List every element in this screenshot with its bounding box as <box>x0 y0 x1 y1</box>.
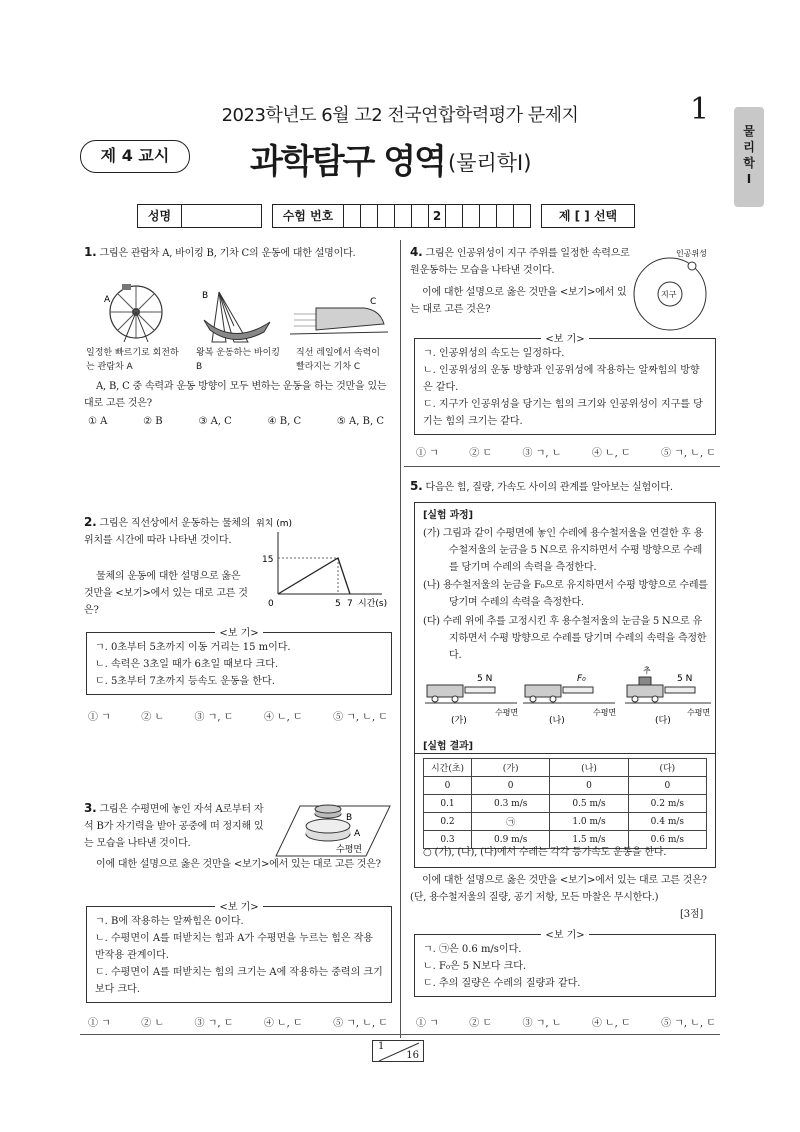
label-satellite: 인공위성 <box>676 249 707 258</box>
choice-5[interactable]: ⑤ ㄱ, ㄴ, ㄷ <box>333 712 388 723</box>
question-number: 5. <box>410 479 423 493</box>
exam-number-label: 수험 번호 <box>272 204 344 228</box>
cart-with-weight-icon <box>625 677 711 703</box>
bogi-item: ㄴ. F₀은 5 N보다 크다. <box>423 961 527 972</box>
table-cell: 0 <box>550 777 628 795</box>
bogi-box <box>414 930 716 997</box>
period-label: 제 4 교시 <box>80 140 190 173</box>
bogi-item: ㄴ. 인공위성의 운동 방향과 인공위성에 작용하는 알짜힘의 방향은 같다. <box>423 365 700 393</box>
table-cell: 0.6 m/s <box>628 831 706 849</box>
choice-3[interactable]: ③ ㄱ, ㄴ <box>522 448 562 459</box>
points-label: [3점] <box>680 909 704 920</box>
exam-number-box[interactable] <box>395 204 412 228</box>
table-cell: 0.5 m/s <box>550 795 628 813</box>
table-header: (다) <box>628 759 706 777</box>
label-c: C <box>370 297 377 307</box>
exam-header-title: 2023학년도 6월 고2 전국연합학력평가 문제지 <box>221 105 579 126</box>
choice-1[interactable]: ① ㄱ <box>416 1018 439 1029</box>
exam-number-box[interactable] <box>412 204 429 228</box>
choice-4[interactable]: ④ ㄴ, ㄷ <box>591 448 631 459</box>
answer-choices <box>416 444 716 459</box>
table-row <box>424 777 707 795</box>
exam-number-box[interactable] <box>497 204 514 228</box>
question-prompt: 이에 대한 설명으로 옳은 것만을 <보기>에서 있는 대로 고른 것은? <box>410 287 627 315</box>
question-number: 2. <box>84 515 97 529</box>
weight-label: 추 <box>643 666 651 675</box>
table-cell: 0.4 m/s <box>628 813 706 831</box>
question-prompt: 물체의 운동에 대한 설명으로 옳은 것만을 <보기>에서 있는 대로 고른 것은? <box>84 571 248 616</box>
question-5 <box>410 478 718 496</box>
choice-1[interactable]: ① A <box>88 416 108 427</box>
bogi-item: ㄴ. 수평면이 A를 떠받치는 힘과 A가 수평면을 누르는 힘은 작용 반작용 관계이다. <box>95 933 374 961</box>
caption-b: 왕복 운동하는 바이킹 B <box>196 348 280 372</box>
section-divider <box>404 466 720 467</box>
y-tick: 15 <box>262 555 274 565</box>
surface-label: 수평면 <box>593 708 617 717</box>
column-divider <box>400 240 401 1038</box>
choice-1[interactable]: ① ㄱ <box>416 448 439 459</box>
exam-number-box[interactable] <box>514 204 531 228</box>
name-label: 성명 <box>137 204 182 228</box>
answer-choices <box>88 416 384 427</box>
result-title: [실험 결과] <box>423 741 473 752</box>
table-cell: 0.1 <box>424 795 472 813</box>
choice-2[interactable]: ② ㄷ <box>469 448 493 459</box>
label-b: B <box>346 813 353 823</box>
x-tick: 5 <box>335 599 341 609</box>
question-stem: 그림은 관람차 A, 바이킹 B, 기차 C의 운동에 대한 설명이다. <box>99 248 356 259</box>
surface-label: 수평면 <box>495 708 519 717</box>
choice-3[interactable]: ③ ㄱ, ㄷ <box>194 1018 234 1029</box>
bogi-box <box>414 334 716 435</box>
bogi-item: ㄱ. ㉠은 0.6 m/s이다. <box>423 944 522 955</box>
table-cell: 0.3 <box>424 831 472 849</box>
label-a: A <box>104 295 111 305</box>
table-cell: 0.2 <box>424 813 472 831</box>
question-stem: 그림은 인공위성이 지구 주위를 일정한 속력으로 원운동하는 모습을 나타낸 것이다. <box>410 248 630 276</box>
table-cell: 0 <box>472 777 550 795</box>
name-field[interactable] <box>182 204 262 228</box>
exam-number-box[interactable] <box>361 204 378 228</box>
bogi-title: <보 기> <box>215 628 262 639</box>
subject-subtitle: (물리학Ⅰ) <box>448 151 532 175</box>
bogi-item: ㄱ. B에 작용하는 알짜힘은 0이다. <box>95 916 244 927</box>
choice-2[interactable]: ② ㄴ <box>141 712 165 723</box>
question-prompt: 이에 대한 설명으로 옳은 것만을 <보기>에서 있는 대로 고른 것은? (단, 용수철저울의 질량, 공기 저항, 모든 마찰은 무시한다.) <box>410 875 707 903</box>
table-cell: 0 <box>424 777 472 795</box>
exam-number-digit: 2 <box>429 204 446 228</box>
answer-choices <box>88 708 388 723</box>
table-header: 시간(초) <box>424 759 472 777</box>
bogi-box <box>86 902 392 1003</box>
exam-number-box[interactable] <box>463 204 480 228</box>
choice-5[interactable]: ⑤ ㄱ, ㄴ, ㄷ <box>661 1018 716 1029</box>
choice-5[interactable]: ⑤ A, B, C <box>336 416 384 427</box>
question-2 <box>84 514 252 549</box>
figure-tag: (나) <box>549 716 565 725</box>
procedure-step: (다) 수레 위에 추를 고정시킨 후 용수철저울의 눈금을 5 N으로 유지하면서 수평 방향으로 수레를 당기며 수레의 속력을 측정한다. <box>423 616 707 661</box>
choice-5[interactable]: ⑤ ㄱ, ㄴ, ㄷ <box>333 1018 388 1029</box>
graph-ylabel: 위치 (m) <box>256 519 293 529</box>
choice-4[interactable]: ④ B, C <box>267 416 302 427</box>
viking-ship-icon <box>204 292 270 342</box>
answer-choices <box>416 1014 716 1029</box>
result-note: ○ (가), (나), (다)에서 수레는 각각 등가속도 운동을 한다. <box>423 847 667 858</box>
magnet-figure <box>272 800 394 862</box>
current-page: 1 <box>378 1041 385 1052</box>
cart-icon <box>523 685 615 703</box>
table-cell: 0 <box>628 777 706 795</box>
label-surface: 수평면 <box>336 845 363 855</box>
table-cell: 1.0 m/s <box>550 813 628 831</box>
side-tab-char: 학 <box>743 156 755 170</box>
side-tab-char: 물 <box>743 124 755 138</box>
table-cell: 0.9 m/s <box>472 831 550 849</box>
selection-label: 제 [ ] 선택 <box>541 204 635 228</box>
force-label: F₀ <box>577 674 586 684</box>
bogi-item: ㄷ. 5초부터 7초까지 등속도 운동을 한다. <box>95 676 275 687</box>
choice-2[interactable]: ② B <box>143 416 163 427</box>
choice-4[interactable]: ④ ㄴ, ㄷ <box>591 1018 631 1029</box>
experiment-box <box>414 502 716 754</box>
question-1 <box>84 244 392 262</box>
exam-number-box[interactable] <box>344 204 361 228</box>
table-row <box>424 813 707 831</box>
choice-3[interactable]: ③ ㄱ, ㄷ <box>194 712 234 723</box>
question-number: 1. <box>84 245 97 259</box>
choice-4[interactable]: ④ ㄴ, ㄷ <box>263 1018 303 1029</box>
x-tick: 7 <box>347 599 353 609</box>
exam-number-box[interactable] <box>378 204 395 228</box>
cart-icon <box>425 685 517 703</box>
result-table <box>423 758 707 849</box>
choice-3[interactable]: ③ A, C <box>198 416 232 427</box>
subject-side-tab <box>734 107 764 207</box>
q1-figure <box>84 284 394 344</box>
exam-number-box[interactable] <box>480 204 497 228</box>
caption-a: 일정한 빠르기로 회전하는 관람차 A <box>86 348 179 372</box>
bogi-item: ㄴ. 속력은 3초일 때가 6초일 때보다 크다. <box>95 659 279 670</box>
figure-tag: (가) <box>451 716 467 725</box>
question-3 <box>84 800 272 852</box>
question-number: 3. <box>84 801 97 815</box>
bogi-box <box>86 628 392 695</box>
question-number: 4. <box>410 245 423 259</box>
label-a: A <box>354 829 361 839</box>
table-cell: 1.5 m/s <box>550 831 628 849</box>
position-time-graph <box>254 514 394 610</box>
graph-xlabel: 시간(s) <box>358 599 388 609</box>
position-line <box>278 558 350 594</box>
bogi-item: ㄱ. 인공위성의 속도는 일정하다. <box>423 348 565 359</box>
side-tab-char: I <box>746 172 752 186</box>
surface-label: 수평면 <box>687 708 711 717</box>
total-pages: 16 <box>406 1050 419 1061</box>
footer-rule <box>80 1034 720 1035</box>
bogi-item: ㄷ. 수평면이 A를 떠받치는 힘의 크기는 A에 작용하는 중력의 크기보다 크다. <box>95 967 383 995</box>
label-b: B <box>202 291 209 301</box>
force-label: 5 N <box>677 674 693 684</box>
bogi-item: ㄷ. 추의 질량은 수레의 질량과 같다. <box>423 978 581 989</box>
bogi-title: <보 기> <box>541 334 588 345</box>
table-header: (가) <box>472 759 550 777</box>
table-cell: 0.3 m/s <box>472 795 550 813</box>
figure-tag: (다) <box>655 716 671 725</box>
procedure-step: (가) 그림과 같이 수평면에 놓인 수레에 용수철저울을 연결한 후 용수철저울의 눈금을 5 N으로 유지하면서 수평 방향으로 수레를 당기며 수레의 속력을 측정한다. <box>423 528 704 573</box>
student-info-row <box>137 204 635 228</box>
exam-number-box[interactable] <box>446 204 463 228</box>
choice-2[interactable]: ② ㄴ <box>141 1018 165 1029</box>
answer-choices <box>88 1014 388 1029</box>
side-tab-char: 리 <box>743 140 755 154</box>
procedure-title: [실험 과정] <box>423 510 473 521</box>
page-number: 1 <box>690 92 710 127</box>
table-row <box>424 795 707 813</box>
bogi-item: ㄷ. 지구가 인공위성을 당기는 힘의 크기와 인공위성이 지구를 당기는 힘의 크기는 같다. <box>423 399 703 427</box>
choice-1[interactable]: ① ㄱ <box>88 1018 111 1029</box>
x-tick: 0 <box>268 599 274 609</box>
choice-4[interactable]: ④ ㄴ, ㄷ <box>263 712 303 723</box>
main-title: 과학탐구 영역 <box>250 142 445 182</box>
train-icon <box>290 308 388 334</box>
page-counter <box>372 1040 424 1062</box>
question-stem: 그림은 직선상에서 운동하는 물체의 위치를 시간에 따라 나타낸 것이다. <box>84 518 251 546</box>
procedure-step: (나) 용수철저울의 눈금을 F₀으로 유지하면서 수평 방향으로 수레를 당기며 수레의 속력을 측정한다. <box>423 580 708 608</box>
ferris-wheel-icon <box>110 284 162 342</box>
choice-3[interactable]: ③ ㄱ, ㄴ <box>522 1018 562 1029</box>
cart-figure <box>421 665 713 725</box>
question-prompt: 이에 대한 설명으로 옳은 것만을 <보기>에서 있는 대로 고른 것은? <box>96 859 381 870</box>
table-header: (나) <box>550 759 628 777</box>
bogi-title: <보 기> <box>541 930 588 941</box>
result-box <box>414 736 716 868</box>
choice-5[interactable]: ⑤ ㄱ, ㄴ, ㄷ <box>661 448 716 459</box>
table-cell: ㉠ <box>472 813 550 831</box>
bogi-item: ㄱ. 0초부터 5초까지 이동 거리는 15 m이다. <box>95 642 291 653</box>
table-cell: 0.2 m/s <box>628 795 706 813</box>
table-header-row <box>424 759 707 777</box>
satellite-icon <box>688 262 696 270</box>
force-label: 5 N <box>477 674 493 684</box>
satellite-figure <box>628 244 718 334</box>
question-prompt: A, B, C 중 속력과 운동 방향이 모두 변하는 운동을 하는 것만을 있는 대로 고른 것은? <box>84 381 387 409</box>
choice-2[interactable]: ② ㄷ <box>469 1018 493 1029</box>
caption-c: 직선 레일에서 속력이 빨라지는 기차 C <box>296 348 380 372</box>
choice-1[interactable]: ① ㄱ <box>88 712 111 723</box>
bogi-title: <보 기> <box>215 902 262 913</box>
question-stem: 다음은 힘, 질량, 가속도 사이의 관계를 알아보는 실험이다. <box>425 482 673 493</box>
question-stem: 그림은 수평면에 놓인 자석 A로부터 자석 B가 자기력을 받아 공중에 떠 정지해 있는 모습을 나타낸 것이다. <box>84 804 264 849</box>
label-earth: 지구 <box>661 290 677 299</box>
question-4 <box>410 244 632 279</box>
